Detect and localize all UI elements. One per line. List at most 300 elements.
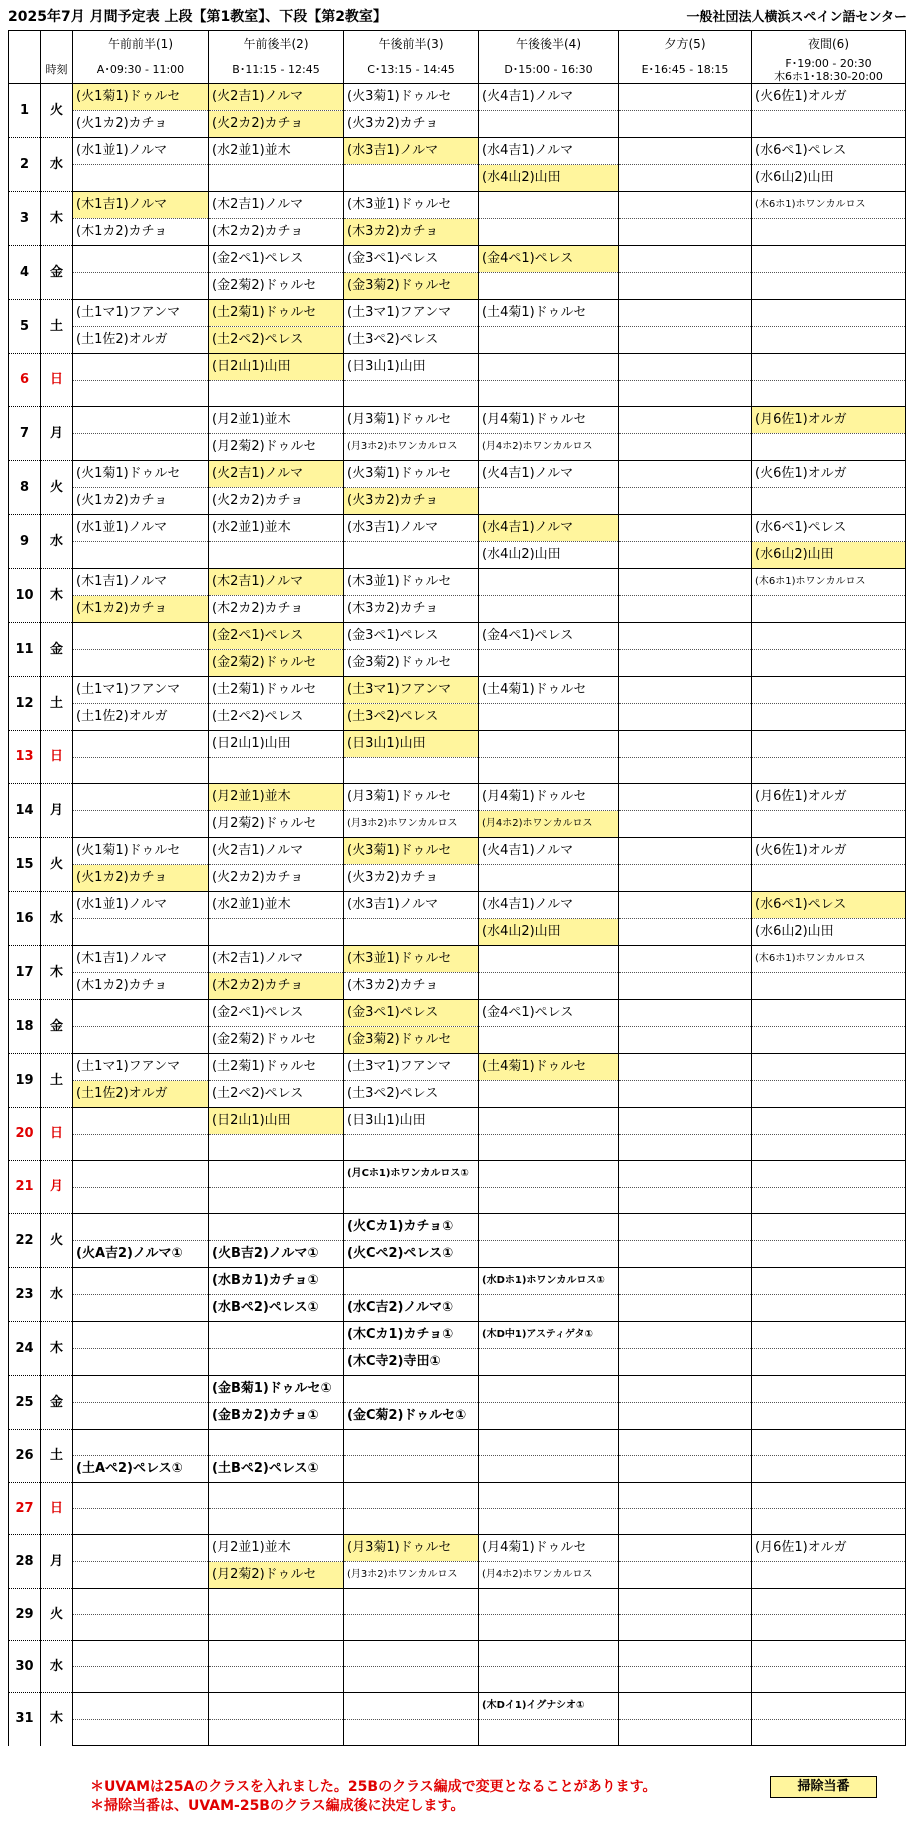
class-cell-slot-c (344, 542, 479, 569)
class-cell-slot-d: (木Dイ1)イグナシオ① (479, 1693, 619, 1720)
day-row-bottom (9, 1667, 906, 1693)
day-row-bottom (9, 1349, 906, 1376)
class-cell-slot-b (209, 758, 344, 784)
class-cell-slot-f (752, 1268, 906, 1295)
class-cell-slot-e (619, 434, 752, 461)
class-cell-slot-f: (水6山2)山田 (752, 542, 906, 569)
header-cell: 午前前半(1) (73, 31, 209, 58)
class-cell-slot-b: (水2並1)並木 (209, 138, 344, 165)
class-cell-slot-e (619, 84, 752, 111)
day-row-top (9, 407, 906, 434)
class-cell-slot-d (479, 704, 619, 731)
class-cell-slot-e (619, 838, 752, 865)
class-cell-slot-e (619, 246, 752, 273)
class-cell-slot-b: (火2カ2)カチョ (209, 865, 344, 892)
class-cell-slot-b: (土2ペ2)ペレス (209, 1081, 344, 1108)
class-cell-slot-a: (木1吉1)ノルマ (73, 192, 209, 219)
class-cell-slot-a (73, 731, 209, 758)
class-cell-slot-c: (木3カ2)カチョ (344, 973, 479, 1000)
day-row-top (9, 461, 906, 488)
class-cell-slot-f (752, 219, 906, 246)
class-cell-slot-e (619, 758, 752, 784)
class-cell-slot-e (619, 273, 752, 300)
class-cell-slot-d: (火4吉1)ノルマ (479, 461, 619, 488)
class-cell-slot-b (209, 1135, 344, 1161)
class-cell-slot-f (752, 650, 906, 677)
class-cell-slot-c: (月3菊1)ドゥルセ (344, 407, 479, 434)
day-number: 17 (9, 946, 41, 1000)
class-cell-slot-a (73, 1509, 209, 1535)
day-row-bottom (9, 1081, 906, 1108)
weekday: 土 (41, 1054, 73, 1108)
class-cell-slot-c: (木3カ2)カチョ (344, 219, 479, 246)
class-cell-slot-b: (金2菊2)ドゥルセ (209, 273, 344, 300)
day-row-top (9, 1322, 906, 1349)
class-cell-slot-a: (水1並1)ノルマ (73, 138, 209, 165)
weekday: 火 (41, 84, 73, 138)
class-cell-slot-f (752, 1615, 906, 1641)
class-cell-slot-d (479, 381, 619, 407)
weekday: 金 (41, 623, 73, 677)
class-cell-slot-c: (月Cホ1)ホワンカルロス① (344, 1161, 479, 1188)
class-cell-slot-d (479, 1641, 619, 1667)
class-cell-slot-b (209, 1161, 344, 1188)
class-cell-slot-f (752, 434, 906, 461)
class-cell-slot-f (752, 327, 906, 354)
weekday: 日 (41, 354, 73, 407)
class-cell-slot-c (344, 1456, 479, 1483)
day-row-bottom (9, 219, 906, 246)
header-time-cell: 時刻 (41, 57, 73, 84)
header-cell (9, 31, 41, 58)
header-row-times (9, 57, 906, 84)
class-cell-slot-c: (金3菊2)ドゥルセ (344, 1027, 479, 1054)
class-cell-slot-b: (日2山1)山田 (209, 354, 344, 381)
day-row-bottom (9, 1615, 906, 1641)
class-cell-slot-c (344, 758, 479, 784)
header-time-cell: E･16:45 - 18:15 (619, 57, 752, 84)
class-cell-slot-e (619, 784, 752, 811)
class-cell-slot-b: (木2吉1)ノルマ (209, 192, 344, 219)
class-cell-slot-a (73, 758, 209, 784)
class-cell-slot-a (73, 1667, 209, 1693)
class-cell-slot-f (752, 488, 906, 515)
class-cell-slot-e (619, 1483, 752, 1509)
class-cell-slot-c (344, 1693, 479, 1720)
day-row-top (9, 246, 906, 273)
day-number: 28 (9, 1535, 41, 1589)
weekday: 土 (41, 677, 73, 731)
class-cell-slot-b: (日2山1)山田 (209, 1108, 344, 1135)
class-cell-slot-a: (土1佐2)オルガ (73, 704, 209, 731)
class-cell-slot-f (752, 704, 906, 731)
class-cell-slot-a (73, 542, 209, 569)
class-cell-slot-f (752, 1349, 906, 1376)
class-cell-slot-f (752, 300, 906, 327)
weekday: 木 (41, 192, 73, 246)
day-number: 15 (9, 838, 41, 892)
class-cell-slot-c: (日3山1)山田 (344, 354, 479, 381)
day-number: 18 (9, 1000, 41, 1054)
day-number: 30 (9, 1641, 41, 1693)
class-cell-slot-c: (金3菊2)ドゥルセ (344, 650, 479, 677)
day-row-top (9, 569, 906, 596)
day-row-bottom (9, 1188, 906, 1214)
class-cell-slot-c: (月3ホ2)ホワンカルロス (344, 811, 479, 838)
class-cell-slot-e (619, 1720, 752, 1746)
class-cell-slot-a (73, 1535, 209, 1562)
class-cell-slot-c: (土3マ1)フアンマ (344, 1054, 479, 1081)
weekday: 金 (41, 1000, 73, 1054)
footnote-2: ＊掃除当番は、UVAM-25Bのクラス編成後に決定します。 (90, 1798, 465, 1814)
class-cell-slot-e (619, 354, 752, 381)
class-cell-slot-c: (土3ペ2)ペレス (344, 327, 479, 354)
class-cell-slot-d: (火4吉1)ノルマ (479, 84, 619, 111)
class-cell-slot-f (752, 1589, 906, 1615)
day-row-top (9, 838, 906, 865)
class-cell-slot-a (73, 1108, 209, 1135)
class-cell-slot-c: (木3カ2)カチョ (344, 596, 479, 623)
class-cell-slot-a: (木1カ2)カチョ (73, 219, 209, 246)
class-cell-slot-a: (火1カ2)カチョ (73, 865, 209, 892)
class-cell-slot-a (73, 1693, 209, 1720)
class-cell-slot-e (619, 461, 752, 488)
class-cell-slot-f: (水6ペ1)ペレス (752, 515, 906, 542)
header-cell: 午前後半(2) (209, 31, 344, 58)
class-cell-slot-b: (土2菊1)ドゥルセ (209, 677, 344, 704)
class-cell-slot-a (73, 1615, 209, 1641)
class-cell-slot-c: (金3ペ1)ペレス (344, 1000, 479, 1027)
day-row-top (9, 731, 906, 758)
class-cell-slot-b: (月2並1)並木 (209, 407, 344, 434)
class-cell-slot-d (479, 1108, 619, 1135)
class-cell-slot-c: (土3マ1)フアンマ (344, 300, 479, 327)
class-cell-slot-e (619, 1615, 752, 1641)
class-cell-slot-d (479, 1349, 619, 1376)
class-cell-slot-a: (火A吉2)ノルマ① (73, 1241, 209, 1268)
class-cell-slot-a (73, 381, 209, 407)
day-number: 16 (9, 892, 41, 946)
class-cell-slot-c: (木3並1)ドゥルセ (344, 569, 479, 596)
day-number: 10 (9, 569, 41, 623)
class-cell-slot-f (752, 111, 906, 138)
class-cell-slot-f (752, 1295, 906, 1322)
class-cell-slot-c: (火3菊1)ドゥルセ (344, 461, 479, 488)
class-cell-slot-d: (水4吉1)ノルマ (479, 138, 619, 165)
class-cell-slot-e (619, 1000, 752, 1027)
class-cell-slot-a (73, 1295, 209, 1322)
weekday: 土 (41, 1430, 73, 1483)
class-cell-slot-b (209, 1667, 344, 1693)
class-cell-slot-d (479, 111, 619, 138)
class-cell-slot-d (479, 569, 619, 596)
class-cell-slot-c (344, 1641, 479, 1667)
class-cell-slot-c: (水3吉1)ノルマ (344, 515, 479, 542)
class-cell-slot-c: (火3カ2)カチョ (344, 111, 479, 138)
class-cell-slot-e (619, 1135, 752, 1161)
class-cell-slot-a (73, 354, 209, 381)
day-row-top (9, 84, 906, 111)
class-cell-slot-d: (月4菊1)ドゥルセ (479, 1535, 619, 1562)
class-cell-slot-b: (金B菊1)ドゥルセ① (209, 1376, 344, 1403)
class-cell-slot-e (619, 650, 752, 677)
class-cell-slot-d (479, 1456, 619, 1483)
day-row-bottom (9, 542, 906, 569)
class-cell-slot-b: (土2菊1)ドゥルセ (209, 1054, 344, 1081)
day-row-top (9, 1376, 906, 1403)
class-cell-slot-f (752, 1456, 906, 1483)
weekday: 木 (41, 1693, 73, 1746)
header-cell: 午後前半(3) (344, 31, 479, 58)
day-row-top (9, 1268, 906, 1295)
class-cell-slot-e (619, 381, 752, 407)
class-cell-slot-f (752, 1562, 906, 1589)
class-cell-slot-a (73, 407, 209, 434)
class-cell-slot-b: (木2カ2)カチョ (209, 973, 344, 1000)
day-row-top (9, 138, 906, 165)
class-cell-slot-d (479, 1483, 619, 1509)
day-row-bottom (9, 1027, 906, 1054)
weekday: 金 (41, 246, 73, 300)
class-cell-slot-b: (月2菊2)ドゥルセ (209, 1562, 344, 1589)
header-time-cell (9, 57, 41, 84)
class-cell-slot-f (752, 1161, 906, 1188)
day-row-bottom (9, 919, 906, 946)
class-cell-slot-c: (火3カ2)カチョ (344, 865, 479, 892)
header-cell: 夜間(6) (752, 31, 906, 58)
class-cell-slot-a (73, 434, 209, 461)
class-cell-slot-d (479, 973, 619, 1000)
class-cell-slot-d: (水4山2)山田 (479, 165, 619, 192)
class-cell-slot-a (73, 1589, 209, 1615)
class-cell-slot-f (752, 1376, 906, 1403)
class-cell-slot-c (344, 1430, 479, 1456)
day-row-bottom (9, 381, 906, 407)
class-cell-slot-c (344, 1483, 479, 1509)
class-cell-slot-c: (火3菊1)ドゥルセ (344, 84, 479, 111)
class-cell-slot-a (73, 650, 209, 677)
class-cell-slot-a: (火1カ2)カチョ (73, 488, 209, 515)
day-number: 6 (9, 354, 41, 407)
class-cell-slot-c: (月3菊1)ドゥルセ (344, 784, 479, 811)
class-cell-slot-b (209, 1483, 344, 1509)
class-cell-slot-a (73, 1720, 209, 1746)
class-cell-slot-a (73, 623, 209, 650)
class-cell-slot-d (479, 1403, 619, 1430)
class-cell-slot-a: (火1菊1)ドゥルセ (73, 838, 209, 865)
day-row-bottom (9, 1295, 906, 1322)
class-cell-slot-a (73, 919, 209, 946)
class-cell-slot-a (73, 1000, 209, 1027)
day-row-bottom (9, 1403, 906, 1430)
footnotes (90, 1778, 657, 1816)
class-cell-slot-c: (金3ペ1)ペレス (344, 246, 479, 273)
day-number: 12 (9, 677, 41, 731)
class-cell-slot-a (73, 165, 209, 192)
class-cell-slot-c: (月3ホ2)ホワンカルロス (344, 434, 479, 461)
class-cell-slot-b: (火2カ2)カチョ (209, 488, 344, 515)
class-cell-slot-a (73, 1376, 209, 1403)
weekday: 月 (41, 784, 73, 838)
day-row-top (9, 1535, 906, 1562)
class-cell-slot-e (619, 1693, 752, 1720)
class-cell-slot-b: (木2吉1)ノルマ (209, 569, 344, 596)
class-cell-slot-f (752, 1693, 906, 1720)
class-cell-slot-d (479, 273, 619, 300)
class-cell-slot-b (209, 1188, 344, 1214)
weekday: 火 (41, 1214, 73, 1268)
class-cell-slot-f (752, 1641, 906, 1667)
class-cell-slot-b: (水Bカ1)カチョ① (209, 1268, 344, 1295)
class-cell-slot-f (752, 1403, 906, 1430)
day-number: 3 (9, 192, 41, 246)
class-cell-slot-d (479, 219, 619, 246)
day-row-bottom (9, 1720, 906, 1746)
day-number: 26 (9, 1430, 41, 1483)
class-cell-slot-b: (水2並1)並木 (209, 515, 344, 542)
day-number: 31 (9, 1693, 41, 1746)
class-cell-slot-c: (火3カ2)カチョ (344, 488, 479, 515)
class-cell-slot-d: (火4吉1)ノルマ (479, 838, 619, 865)
class-cell-slot-a (73, 1161, 209, 1188)
class-cell-slot-a (73, 1483, 209, 1509)
class-cell-slot-e (619, 973, 752, 1000)
class-cell-slot-f (752, 354, 906, 381)
day-number: 8 (9, 461, 41, 515)
class-cell-slot-d (479, 1241, 619, 1268)
class-cell-slot-b: (火2吉1)ノルマ (209, 84, 344, 111)
day-number: 21 (9, 1161, 41, 1214)
day-row-top (9, 892, 906, 919)
schedule-table (8, 30, 906, 1746)
class-cell-slot-e (619, 1376, 752, 1403)
weekday: 火 (41, 838, 73, 892)
class-cell-slot-f (752, 273, 906, 300)
class-cell-slot-f (752, 1322, 906, 1349)
class-cell-slot-a: (火1菊1)ドゥルセ (73, 84, 209, 111)
class-cell-slot-f (752, 1214, 906, 1241)
header-time-cell: F･19:00 - 20:30 木6ホ1･18:30-20:00 (752, 57, 906, 84)
class-cell-slot-e (619, 811, 752, 838)
class-cell-slot-c (344, 919, 479, 946)
class-cell-slot-a (73, 1027, 209, 1054)
class-cell-slot-f: (月6佐1)オルガ (752, 1535, 906, 1562)
day-row-top (9, 1161, 906, 1188)
day-row-top (9, 1589, 906, 1615)
class-cell-slot-d: (水4山2)山田 (479, 542, 619, 569)
class-cell-slot-e (619, 1295, 752, 1322)
class-cell-slot-e (619, 865, 752, 892)
day-row-top (9, 354, 906, 381)
class-cell-slot-e (619, 1161, 752, 1188)
class-cell-slot-c: (木3並1)ドゥルセ (344, 946, 479, 973)
class-cell-slot-d (479, 1430, 619, 1456)
class-cell-slot-d: (水4吉1)ノルマ (479, 892, 619, 919)
weekday: 木 (41, 1322, 73, 1376)
class-cell-slot-e (619, 1054, 752, 1081)
class-cell-slot-d (479, 1135, 619, 1161)
class-cell-slot-a (73, 1641, 209, 1667)
class-cell-slot-e (619, 569, 752, 596)
day-row-bottom (9, 1241, 906, 1268)
class-cell-slot-c (344, 1376, 479, 1403)
class-cell-slot-d (479, 1589, 619, 1615)
day-row-top (9, 300, 906, 327)
class-cell-slot-c (344, 1268, 479, 1295)
weekday: 日 (41, 1483, 73, 1535)
header-time-cell: C･13:15 - 14:45 (344, 57, 479, 84)
class-cell-slot-c: (日3山1)山田 (344, 1108, 479, 1135)
class-cell-slot-c (344, 1667, 479, 1693)
class-cell-slot-a: (土1マ1)フアンマ (73, 300, 209, 327)
day-row-bottom (9, 973, 906, 1000)
class-cell-slot-c: (水3吉1)ノルマ (344, 138, 479, 165)
class-cell-slot-e (619, 1456, 752, 1483)
class-cell-slot-f: (木6ホ1)ホワンカルロス (752, 192, 906, 219)
day-row-bottom (9, 165, 906, 192)
weekday: 月 (41, 1161, 73, 1214)
weekday: 月 (41, 407, 73, 461)
day-row-top (9, 1430, 906, 1456)
class-cell-slot-a (73, 784, 209, 811)
class-cell-slot-e (619, 1562, 752, 1589)
class-cell-slot-d (479, 1667, 619, 1693)
day-number: 25 (9, 1376, 41, 1430)
header-cell: 午後後半(4) (479, 31, 619, 58)
class-cell-slot-b (209, 1720, 344, 1746)
class-cell-slot-f (752, 596, 906, 623)
class-cell-slot-f: (水6山2)山田 (752, 919, 906, 946)
weekday: 木 (41, 946, 73, 1000)
day-row-top (9, 1693, 906, 1720)
class-cell-slot-a: (水1並1)ノルマ (73, 892, 209, 919)
class-cell-slot-b: (金2ペ1)ペレス (209, 623, 344, 650)
class-cell-slot-c: (木3並1)ドゥルセ (344, 192, 479, 219)
class-cell-slot-e (619, 731, 752, 758)
day-row-top (9, 192, 906, 219)
class-cell-slot-a: (土1マ1)フアンマ (73, 1054, 209, 1081)
class-cell-slot-b: (火B吉2)ノルマ① (209, 1241, 344, 1268)
class-cell-slot-e (619, 165, 752, 192)
class-cell-slot-b (209, 1509, 344, 1535)
class-cell-slot-f (752, 1188, 906, 1214)
day-row-top (9, 1641, 906, 1667)
class-cell-slot-f: (水6ペ1)ペレス (752, 138, 906, 165)
class-cell-slot-f: (月6佐1)オルガ (752, 407, 906, 434)
schedule-title: 2025年7月 月間予定表 上段【第1教室】、下段【第2教室】 (8, 9, 387, 25)
class-cell-slot-c: (月3ホ2)ホワンカルロス (344, 1562, 479, 1589)
class-cell-slot-f: (火6佐1)オルガ (752, 461, 906, 488)
class-cell-slot-d: (月4ホ2)ホワンカルロス (479, 1562, 619, 1589)
class-cell-slot-e (619, 1108, 752, 1135)
class-cell-slot-a (73, 1562, 209, 1589)
class-cell-slot-e (619, 515, 752, 542)
day-number: 24 (9, 1322, 41, 1376)
day-row-top (9, 623, 906, 650)
class-cell-slot-e (619, 1403, 752, 1430)
class-cell-slot-d (479, 1161, 619, 1188)
class-cell-slot-d (479, 1376, 619, 1403)
weekday: 水 (41, 1641, 73, 1693)
class-cell-slot-a (73, 1430, 209, 1456)
class-cell-slot-e (619, 327, 752, 354)
class-cell-slot-c (344, 165, 479, 192)
class-cell-slot-c: (土3マ1)フアンマ (344, 677, 479, 704)
class-cell-slot-b: (火2吉1)ノルマ (209, 838, 344, 865)
class-cell-slot-b: (金2菊2)ドゥルセ (209, 1027, 344, 1054)
class-cell-slot-a (73, 1135, 209, 1161)
class-cell-slot-b: (金2菊2)ドゥルセ (209, 650, 344, 677)
